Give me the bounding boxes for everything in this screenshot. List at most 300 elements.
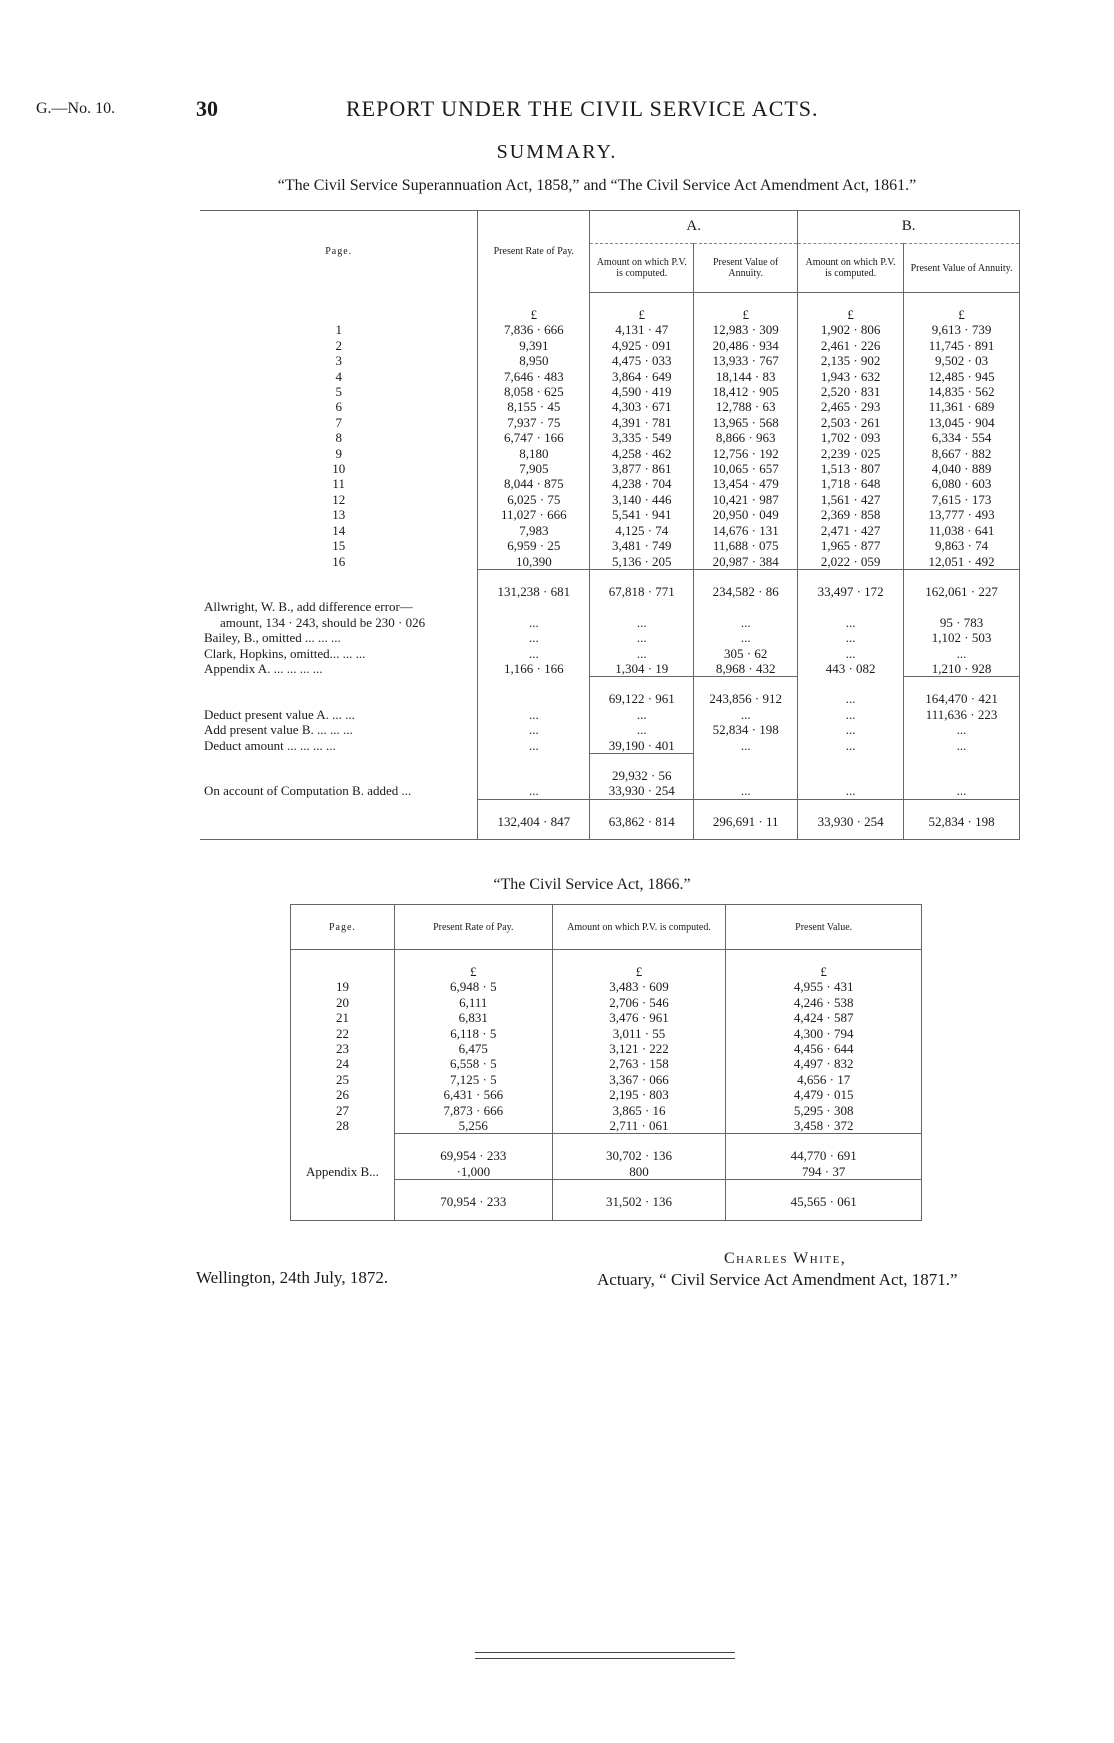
blank-cell bbox=[291, 1134, 395, 1164]
page-number-cell: 21 bbox=[291, 1010, 395, 1025]
a-value-cell: 8,968 · 432 bbox=[694, 661, 798, 677]
b-value-cell: ... bbox=[904, 722, 1020, 737]
header-a-value: Present Value of Annuity. bbox=[694, 244, 798, 293]
page-number-cell: 1 bbox=[335, 322, 342, 338]
table2-title: “The Civil Service Act, 1866.” bbox=[493, 876, 691, 893]
a-value-cell: 20,950 · 049 bbox=[694, 507, 798, 522]
value-cell: 5,295 · 308 bbox=[726, 1103, 922, 1118]
b-value-cell: ... bbox=[904, 738, 1020, 754]
amount-cell: 2,706 · 546 bbox=[552, 995, 726, 1010]
page-number-cell: 3 bbox=[335, 353, 342, 369]
b-amount-cell: 2,465 · 293 bbox=[798, 399, 904, 414]
rate-cell: 7,873 · 666 bbox=[394, 1103, 552, 1118]
blank-cell bbox=[798, 753, 904, 783]
header-b-value: Present Value of Annuity. bbox=[904, 244, 1020, 293]
rate-cell: 7,646 · 483 bbox=[478, 369, 590, 384]
table-row bbox=[291, 995, 922, 1010]
b-value-cell: 52,834 · 198 bbox=[904, 799, 1020, 839]
t2-header-rate: Present Rate of Pay. bbox=[394, 905, 552, 950]
b-amount-cell: 1,965 · 877 bbox=[798, 538, 904, 553]
table-row bbox=[200, 446, 1020, 461]
b-value-cell: 13,777 · 493 bbox=[904, 507, 1020, 522]
end-rule bbox=[475, 1652, 735, 1659]
a-amount-cell: 4,590 · 419 bbox=[590, 384, 694, 399]
header-a-amount: Amount on which P.V. is computed. bbox=[590, 244, 694, 293]
b-amount-cell: ... bbox=[798, 630, 904, 645]
rate-cell: 6,959 · 25 bbox=[478, 538, 590, 553]
blank-cell bbox=[200, 677, 478, 707]
a-value-cell: 11,688 · 075 bbox=[694, 538, 798, 553]
table-row bbox=[200, 322, 1020, 337]
b-value-cell: 7,615 · 173 bbox=[904, 492, 1020, 507]
b-value-cell: 8,667 · 882 bbox=[904, 446, 1020, 461]
a-amount-cell: 33,930 · 254 bbox=[590, 783, 694, 799]
a-amount-cell: 4,258 · 462 bbox=[590, 446, 694, 461]
adjustment-row bbox=[200, 646, 1020, 661]
rate-cell: 8,155 · 45 bbox=[478, 399, 590, 414]
amount-cell: 3,367 · 066 bbox=[552, 1072, 726, 1087]
amount-cell: 800 bbox=[552, 1164, 726, 1180]
b-amount-cell: ... bbox=[798, 738, 904, 754]
summary-table-1858-1861 bbox=[200, 210, 1020, 840]
value-cell: 4,479 · 015 bbox=[726, 1087, 922, 1102]
a-amount-cell: ... bbox=[590, 722, 694, 737]
b-value-cell: 1,102 · 503 bbox=[904, 630, 1020, 645]
a-value-cell: 12,788 · 63 bbox=[694, 399, 798, 414]
adjustment-row bbox=[200, 661, 1020, 677]
currency-row bbox=[200, 293, 1020, 323]
blank-cell bbox=[478, 753, 590, 783]
value-cell: 4,497 · 832 bbox=[726, 1056, 922, 1071]
rate-cell: 7,937 · 75 bbox=[478, 415, 590, 430]
page-number-cell: 11 bbox=[332, 476, 345, 492]
table-row bbox=[291, 1087, 922, 1102]
a-amount-cell: ... bbox=[590, 630, 694, 645]
table-row bbox=[200, 507, 1020, 522]
a-amount-cell: 29,932 · 56 bbox=[590, 753, 694, 783]
b-value-cell: 1,210 · 928 bbox=[904, 661, 1020, 677]
blank-cell bbox=[904, 753, 1020, 783]
amount-cell: 30,702 · 136 bbox=[552, 1134, 726, 1164]
rate-cell: ... bbox=[478, 630, 590, 645]
b-value-cell: 9,863 · 74 bbox=[904, 538, 1020, 553]
currency-symbol: £ bbox=[478, 293, 590, 323]
currency-symbol: £ bbox=[904, 293, 1020, 323]
adjustment-row bbox=[200, 707, 1020, 722]
appendix-row bbox=[291, 1164, 922, 1180]
a-amount-cell: 63,862 · 814 bbox=[590, 799, 694, 839]
table-row bbox=[291, 1103, 922, 1118]
table-row bbox=[200, 369, 1020, 384]
signatory-title: Actuary, “ Civil Service Act Amendment Act, 1871.” bbox=[597, 1270, 958, 1289]
rate-cell: 7,905 bbox=[478, 461, 590, 476]
a-amount-cell: 4,391 · 781 bbox=[590, 415, 694, 430]
rate-cell: ... bbox=[478, 707, 590, 722]
table-row bbox=[291, 1041, 922, 1056]
value-cell: 4,246 · 538 bbox=[726, 995, 922, 1010]
table-row bbox=[291, 1118, 922, 1134]
page-number-cell: 26 bbox=[291, 1087, 395, 1102]
a-value-cell: 13,965 · 568 bbox=[694, 415, 798, 430]
rate-cell: 6,118 · 5 bbox=[394, 1026, 552, 1041]
rate-cell: 132,404 · 847 bbox=[478, 799, 590, 839]
amount-cell: 2,763 · 158 bbox=[552, 1056, 726, 1071]
header-group-b: B. bbox=[798, 211, 1020, 244]
b-amount-cell: 1,718 · 648 bbox=[798, 476, 904, 491]
rate-cell: 6,431 · 566 bbox=[394, 1087, 552, 1102]
value-cell: 45,565 · 061 bbox=[726, 1180, 922, 1220]
adjustment-row bbox=[200, 738, 1020, 754]
a-amount-cell: 5,541 · 941 bbox=[590, 507, 694, 522]
a-amount-cell: 3,877 · 861 bbox=[590, 461, 694, 476]
b-amount-cell: 2,135 · 902 bbox=[798, 353, 904, 368]
t2-header-amount: Amount on which P.V. is computed. bbox=[552, 905, 726, 950]
report-title: REPORT UNDER THE CIVIL SERVICE ACTS. bbox=[346, 96, 819, 121]
b-amount-cell: 1,943 · 632 bbox=[798, 369, 904, 384]
b-amount-cell: 1,561 · 427 bbox=[798, 492, 904, 507]
b-value-cell: 6,080 · 603 bbox=[904, 476, 1020, 491]
currency-row bbox=[291, 950, 922, 980]
b-value-cell: 12,051 · 492 bbox=[904, 554, 1020, 570]
b-value-cell: 11,038 · 641 bbox=[904, 523, 1020, 538]
a-amount-cell: 4,303 · 671 bbox=[590, 399, 694, 414]
table-row bbox=[200, 538, 1020, 553]
b-amount-cell: ... bbox=[798, 722, 904, 737]
summary-table-1866 bbox=[290, 904, 922, 1221]
b-value-cell: 9,502 · 03 bbox=[904, 353, 1020, 368]
adjustment-row bbox=[200, 599, 1020, 614]
amount-cell: 2,195 · 803 bbox=[552, 1087, 726, 1102]
currency-symbol: £ bbox=[798, 293, 904, 323]
a-value-cell: ... bbox=[694, 707, 798, 722]
subtotal-row bbox=[291, 1134, 922, 1164]
a-amount-cell: 69,122 · 961 bbox=[590, 677, 694, 707]
rate-cell: 8,044 · 875 bbox=[478, 476, 590, 491]
rate-cell: 8,180 bbox=[478, 446, 590, 461]
a-amount-cell: 4,238 · 704 bbox=[590, 476, 694, 491]
document-code: G.—No. 10. bbox=[36, 100, 116, 117]
a-value-cell: 18,412 · 905 bbox=[694, 384, 798, 399]
a-value-cell: 20,987 · 384 bbox=[694, 554, 798, 570]
table-row bbox=[291, 1056, 922, 1071]
page-number-cell: 27 bbox=[291, 1103, 395, 1118]
b-value-cell: 13,045 · 904 bbox=[904, 415, 1020, 430]
amount-cell: 3,865 · 16 bbox=[552, 1103, 726, 1118]
adjustment-label: amount, 134 · 243, should be 230 · 026 bbox=[220, 614, 426, 630]
value-cell: 4,456 · 644 bbox=[726, 1041, 922, 1056]
amount-cell: 2,711 · 061 bbox=[552, 1118, 726, 1134]
table2-body bbox=[291, 950, 922, 1221]
t2-header-value: Present Value. bbox=[726, 905, 922, 950]
b-value-cell: 162,061 · 227 bbox=[904, 569, 1020, 599]
value-cell: 4,656 · 17 bbox=[726, 1072, 922, 1087]
value-cell: 794 · 37 bbox=[726, 1164, 922, 1180]
currency-symbol: £ bbox=[590, 293, 694, 323]
amount-cell: 3,121 · 222 bbox=[552, 1041, 726, 1056]
b-value-cell: 6,334 · 554 bbox=[904, 430, 1020, 445]
table-row bbox=[200, 353, 1020, 368]
a-value-cell: ... bbox=[694, 738, 798, 754]
a-amount-cell: 3,335 · 549 bbox=[590, 430, 694, 445]
rate-cell: ... bbox=[478, 738, 590, 754]
place-date: Wellington, 24th July, 1872. bbox=[196, 1268, 389, 1287]
amount-cell: 3,483 · 609 bbox=[552, 979, 726, 994]
adjustment-row bbox=[200, 630, 1020, 645]
block-total-row bbox=[200, 677, 1020, 707]
currency-symbol: £ bbox=[394, 950, 552, 980]
rate-cell: 7,125 · 5 bbox=[394, 1072, 552, 1087]
a-value-cell: ... bbox=[694, 783, 798, 799]
blank-cell bbox=[200, 799, 478, 839]
blank-cell bbox=[200, 753, 478, 783]
amount-cell: 31,502 · 136 bbox=[552, 1180, 726, 1220]
a-amount-cell: 39,190 · 401 bbox=[590, 738, 694, 754]
a-value-cell: 18,144 · 83 bbox=[694, 369, 798, 384]
rate-cell: 1,166 · 166 bbox=[478, 661, 590, 677]
table-row bbox=[200, 399, 1020, 414]
rate-cell: 6,025 · 75 bbox=[478, 492, 590, 507]
a-amount-cell: 3,481 · 749 bbox=[590, 538, 694, 553]
adjustment-label: Appendix A. ... ... ... ... bbox=[204, 660, 323, 676]
page-number-cell: 4 bbox=[335, 368, 342, 384]
blank-cell bbox=[694, 599, 798, 614]
a-value-cell: 10,065 · 657 bbox=[694, 461, 798, 476]
rate-cell: 6,111 bbox=[394, 995, 552, 1010]
a-value-cell: 305 · 62 bbox=[694, 646, 798, 661]
page-header bbox=[36, 96, 1076, 126]
b-value-cell: ... bbox=[904, 783, 1020, 799]
header-b-amount: Amount on which P.V. is computed. bbox=[798, 244, 904, 293]
b-amount-cell: 2,503 · 261 bbox=[798, 415, 904, 430]
table-row bbox=[200, 430, 1020, 445]
b-amount-cell: 1,513 · 807 bbox=[798, 461, 904, 476]
table-row bbox=[291, 1026, 922, 1041]
b-value-cell: 9,613 · 739 bbox=[904, 322, 1020, 337]
a-value-cell: 52,834 · 198 bbox=[694, 722, 798, 737]
total-row bbox=[200, 799, 1020, 839]
rate-cell: 131,238 · 681 bbox=[478, 569, 590, 599]
appendix-label: Appendix B... bbox=[291, 1164, 395, 1180]
header-page: Page. bbox=[200, 211, 478, 293]
b-amount-cell: 2,022 · 059 bbox=[798, 554, 904, 570]
adjustment-label: On account of Computation B. added ... bbox=[204, 783, 412, 799]
adjustment-label: Deduct present value A. ... ... bbox=[204, 706, 355, 722]
rate-cell: 6,558 · 5 bbox=[394, 1056, 552, 1071]
page-number-cell: 24 bbox=[291, 1056, 395, 1071]
b-value-cell: 11,745 · 891 bbox=[904, 338, 1020, 353]
a-amount-cell: 1,304 · 19 bbox=[590, 661, 694, 677]
a-amount-cell: 3,864 · 649 bbox=[590, 369, 694, 384]
adjustment-label: Bailey, B., omitted ... ... ... bbox=[204, 630, 341, 646]
a-amount-cell: 4,925 · 091 bbox=[590, 338, 694, 353]
rate-cell: 9,391 bbox=[478, 338, 590, 353]
a-amount-cell: ... bbox=[590, 646, 694, 661]
blank-cell bbox=[478, 599, 590, 614]
rate-cell: 69,954 · 233 bbox=[394, 1134, 552, 1164]
a-value-cell: 296,691 · 11 bbox=[694, 799, 798, 839]
b-value-cell: 164,470 · 421 bbox=[904, 677, 1020, 707]
b-value-cell: 12,485 · 945 bbox=[904, 369, 1020, 384]
adjustment-label: Deduct amount ... ... ... ... bbox=[204, 737, 336, 753]
b-amount-cell: 1,902 · 806 bbox=[798, 322, 904, 337]
page-number-cell: 2 bbox=[335, 337, 342, 353]
adjustment-label: Clark, Hopkins, omitted... ... ... bbox=[204, 645, 366, 661]
value-cell: 4,424 · 587 bbox=[726, 1010, 922, 1025]
a-value-cell: 13,933 · 767 bbox=[694, 353, 798, 368]
header-rate: Present Rate of Pay. bbox=[478, 211, 590, 293]
amount-cell: 3,476 · 961 bbox=[552, 1010, 726, 1025]
table-row bbox=[200, 384, 1020, 399]
b-amount-cell: 2,461 · 226 bbox=[798, 338, 904, 353]
value-cell: 3,458 · 372 bbox=[726, 1118, 922, 1134]
b-value-cell: 14,835 · 562 bbox=[904, 384, 1020, 399]
b-amount-cell: 1,702 · 093 bbox=[798, 430, 904, 445]
b-value-cell: 11,361 · 689 bbox=[904, 399, 1020, 414]
b-amount-cell: 33,497 · 172 bbox=[798, 569, 904, 599]
a-amount-cell: ... bbox=[590, 615, 694, 630]
value-cell: 4,300 · 794 bbox=[726, 1026, 922, 1041]
a-amount-cell: 3,140 · 446 bbox=[590, 492, 694, 507]
adjustment-label: Add present value B. ... ... ... bbox=[204, 722, 353, 738]
b-amount-cell: 2,369 · 858 bbox=[798, 507, 904, 522]
page-number-cell: 25 bbox=[291, 1072, 395, 1087]
table-row bbox=[291, 1010, 922, 1025]
amount-cell: 3,011 · 55 bbox=[552, 1026, 726, 1041]
page-number-cell: 12 bbox=[332, 491, 346, 507]
rate-cell: 5,256 bbox=[394, 1118, 552, 1134]
rate-cell: 11,027 · 666 bbox=[478, 507, 590, 522]
page-number-cell: 15 bbox=[332, 538, 346, 554]
rate-cell: 10,390 bbox=[478, 554, 590, 570]
rate-cell: ... bbox=[478, 722, 590, 737]
total-row bbox=[291, 1180, 922, 1220]
a-amount-cell: 4,475 · 033 bbox=[590, 353, 694, 368]
rate-cell: 8,950 bbox=[478, 353, 590, 368]
table-row bbox=[291, 1072, 922, 1087]
subtotal-row bbox=[200, 569, 1020, 599]
rate-cell: 6,831 bbox=[394, 1010, 552, 1025]
blank-cell bbox=[291, 950, 395, 980]
b-amount-cell: 2,471 · 427 bbox=[798, 523, 904, 538]
blank-cell bbox=[200, 293, 478, 323]
table-row bbox=[200, 415, 1020, 430]
table-row bbox=[291, 979, 922, 994]
currency-symbol: £ bbox=[694, 293, 798, 323]
rate-cell: 70,954 · 233 bbox=[394, 1180, 552, 1220]
page-number-cell: 28 bbox=[291, 1118, 395, 1134]
blank-cell bbox=[798, 599, 904, 614]
value-cell: 4,955 · 431 bbox=[726, 979, 922, 994]
a-amount-cell: 4,125 · 74 bbox=[590, 523, 694, 538]
page-number-cell: 13 bbox=[332, 507, 346, 523]
a-value-cell: ... bbox=[694, 615, 798, 630]
currency-symbol: £ bbox=[726, 950, 922, 980]
blank-cell bbox=[694, 753, 798, 783]
page-number-cell: 22 bbox=[291, 1026, 395, 1041]
b-amount-cell: 33,930 · 254 bbox=[798, 799, 904, 839]
adjustment-label: Allwright, W. B., add difference error— bbox=[204, 599, 413, 615]
page-number-cell: 8 bbox=[335, 430, 342, 446]
rate-cell: 6,475 bbox=[394, 1041, 552, 1056]
adjustment-row bbox=[200, 722, 1020, 737]
b-amount-cell: ... bbox=[798, 783, 904, 799]
a-value-cell: 234,582 · 86 bbox=[694, 569, 798, 599]
table-row bbox=[200, 461, 1020, 476]
rate-cell: 7,836 · 666 bbox=[478, 322, 590, 337]
currency-symbol: £ bbox=[552, 950, 726, 980]
page-number-cell: 20 bbox=[291, 995, 395, 1010]
header-group-a: A. bbox=[590, 211, 798, 244]
a-value-cell: 12,756 · 192 bbox=[694, 446, 798, 461]
b-amount-cell: 2,520 · 831 bbox=[798, 384, 904, 399]
b-amount-cell: ... bbox=[798, 677, 904, 707]
page-number: 30 bbox=[196, 96, 218, 121]
page-number-cell: 10 bbox=[332, 461, 346, 477]
b-value-cell: ... bbox=[904, 646, 1020, 661]
b-amount-cell: 2,239 · 025 bbox=[798, 446, 904, 461]
a-amount-cell: ... bbox=[590, 707, 694, 722]
a-value-cell: 10,421 · 987 bbox=[694, 492, 798, 507]
b-value-cell: 95 · 783 bbox=[904, 615, 1020, 630]
blank-cell bbox=[590, 599, 694, 614]
page-number-cell: 7 bbox=[335, 414, 342, 430]
b-amount-cell: ... bbox=[798, 707, 904, 722]
a-amount-cell: 5,136 · 205 bbox=[590, 554, 694, 570]
a-value-cell: ... bbox=[694, 630, 798, 645]
a-value-cell: 13,454 · 479 bbox=[694, 476, 798, 491]
blank-cell bbox=[200, 569, 478, 599]
rate-cell: ... bbox=[478, 646, 590, 661]
b-amount-cell: ... bbox=[798, 615, 904, 630]
rate-cell: ·1,000 bbox=[394, 1164, 552, 1180]
a-value-cell: 243,856 · 912 bbox=[694, 677, 798, 707]
adjustment-row bbox=[200, 615, 1020, 630]
page-number-cell: 5 bbox=[335, 384, 342, 400]
b-amount-cell: 443 · 082 bbox=[798, 661, 904, 677]
blank-cell bbox=[904, 599, 1020, 614]
block-total-row bbox=[200, 753, 1020, 783]
b-amount-cell: ... bbox=[798, 646, 904, 661]
b-value-cell: 111,636 · 223 bbox=[904, 707, 1020, 722]
a-value-cell: 8,866 · 963 bbox=[694, 430, 798, 445]
table1-title: “The Civil Service Superannuation Act, 1858,” and “The Civil Service Act Amendment Act, 1861.” bbox=[277, 177, 917, 194]
table-row bbox=[200, 523, 1020, 538]
table-row bbox=[200, 492, 1020, 507]
rate-cell: 6,948 · 5 bbox=[394, 979, 552, 994]
table-row bbox=[200, 338, 1020, 353]
t2-header-page: Page. bbox=[291, 905, 395, 950]
blank-cell bbox=[478, 677, 590, 707]
page-number-cell: 14 bbox=[332, 522, 346, 538]
page-number-cell: 16 bbox=[332, 553, 346, 569]
a-amount-cell: 67,818 · 771 bbox=[590, 569, 694, 599]
summary-heading: SUMMARY. bbox=[496, 141, 618, 163]
blank-cell bbox=[291, 1180, 395, 1220]
rate-cell: 7,983 bbox=[478, 523, 590, 538]
rate-cell: 8,058 · 625 bbox=[478, 384, 590, 399]
page-number-cell: 9 bbox=[335, 445, 342, 461]
a-value-cell: 14,676 · 131 bbox=[694, 523, 798, 538]
page-number-cell: 6 bbox=[335, 399, 342, 415]
page-number-cell: 23 bbox=[291, 1041, 395, 1056]
table-row bbox=[200, 476, 1020, 491]
adjustment-row bbox=[200, 783, 1020, 799]
a-amount-cell: 4,131 · 47 bbox=[590, 322, 694, 337]
page-number-cell: 19 bbox=[291, 979, 395, 994]
b-value-cell: 4,040 · 889 bbox=[904, 461, 1020, 476]
signatory-name: Charles White, bbox=[724, 1250, 847, 1267]
a-value-cell: 12,983 · 309 bbox=[694, 322, 798, 337]
